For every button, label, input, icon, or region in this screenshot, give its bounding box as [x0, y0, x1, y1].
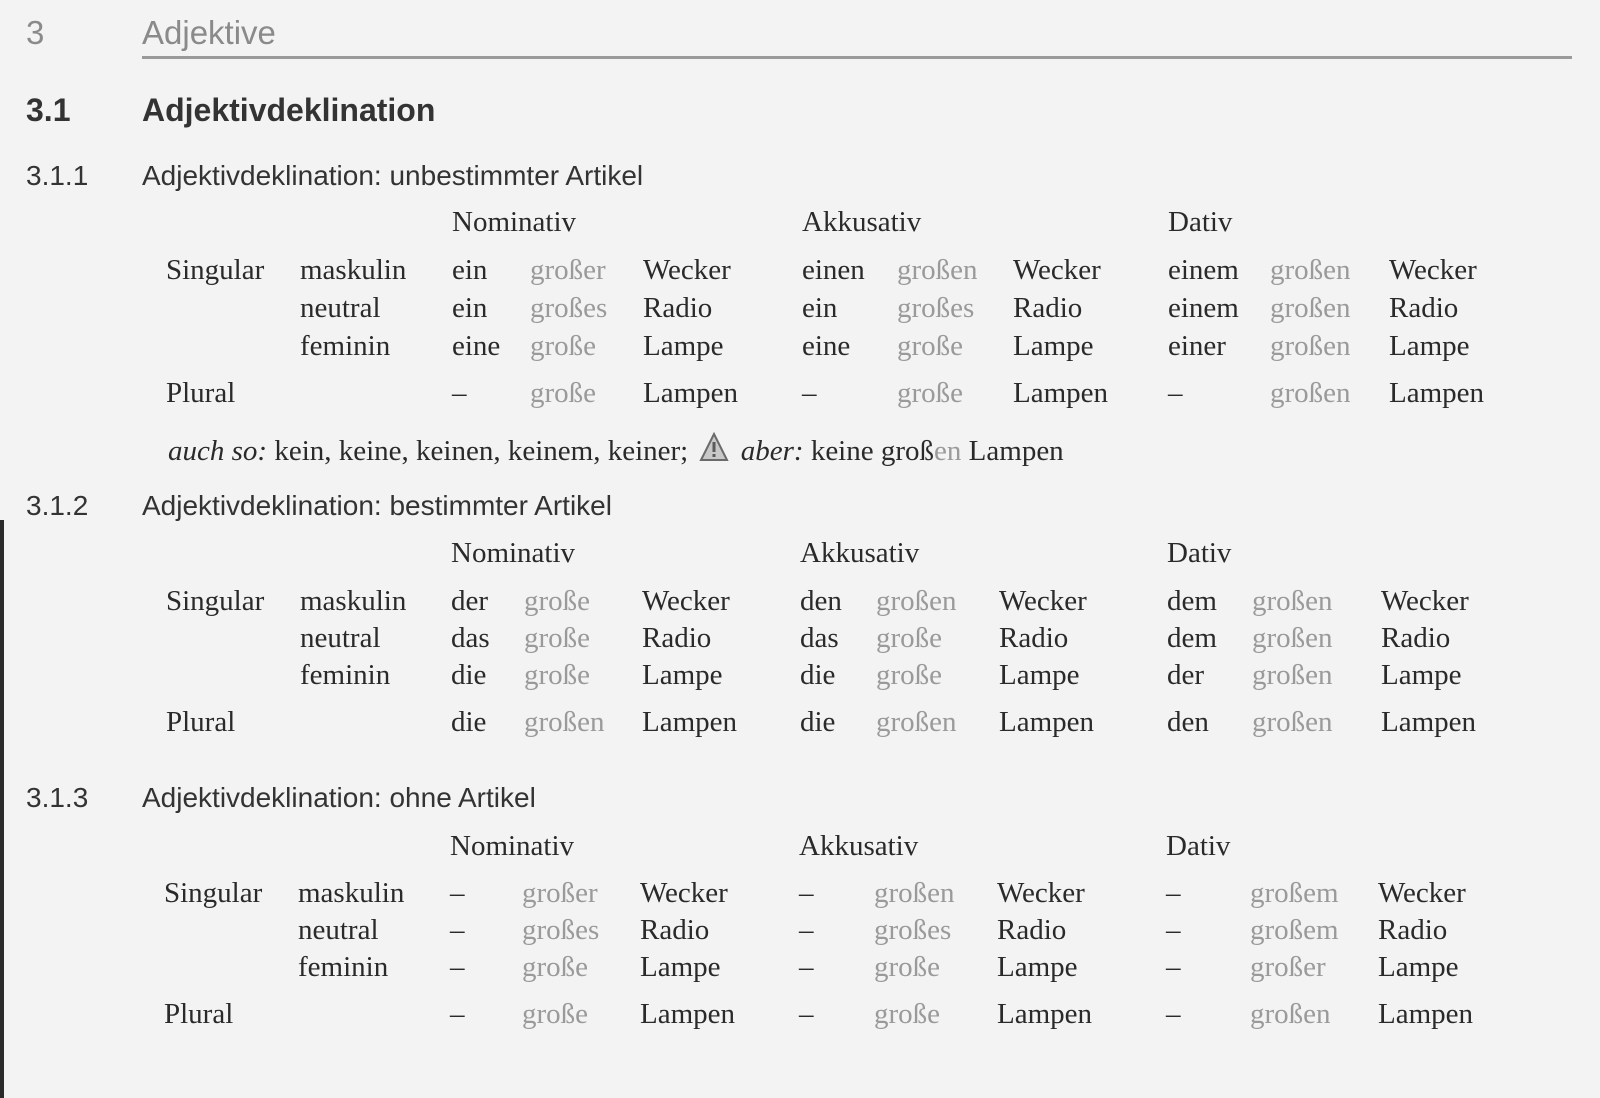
row-label-neutral: neutral: [300, 292, 381, 324]
chapter-number: 3: [26, 14, 45, 51]
article-cell: –: [450, 998, 465, 1030]
adjective-cell: großem: [1250, 914, 1339, 946]
noun-cell: Lampen: [640, 998, 736, 1030]
adjective-cell: großen: [1270, 330, 1351, 362]
article-cell: –: [450, 914, 465, 946]
article-cell: das: [451, 622, 490, 654]
subsection-title: Adjektivdeklination: ohne Artikel: [142, 782, 536, 813]
article-cell: die: [451, 659, 487, 691]
note-auch-label: auch so:: [168, 435, 268, 467]
noun-cell: Wecker: [640, 877, 728, 909]
column-header-dativ: Dativ: [1167, 537, 1232, 569]
adjective-cell: große: [876, 659, 943, 691]
noun-cell: Wecker: [643, 254, 731, 286]
chapter-title: Adjektive: [142, 14, 276, 51]
noun-cell: Radio: [997, 914, 1067, 946]
adjective-cell: großen: [1252, 585, 1333, 617]
noun-cell: Lampen: [1013, 377, 1109, 409]
adjective-cell: großes: [874, 914, 952, 946]
noun-cell: Lampe: [640, 951, 721, 983]
chapter-rule: [142, 56, 1572, 59]
column-header-akkusativ: Akkusativ: [800, 537, 920, 569]
adjective-cell: große: [530, 377, 597, 409]
adjective-cell: große: [530, 330, 597, 362]
adjective-cell: großen: [1252, 659, 1333, 691]
noun-cell: Radio: [1013, 292, 1083, 324]
column-header-nominativ: Nominativ: [451, 537, 576, 569]
noun-cell: Lampe: [1389, 330, 1470, 362]
noun-cell: Radio: [1378, 914, 1448, 946]
note-auch-text: kein, keine, keinen, keinem, keiner;: [274, 435, 689, 467]
article-cell: –: [1166, 951, 1181, 983]
row-label-singular: Singular: [166, 585, 265, 617]
noun-cell: Radio: [999, 622, 1069, 654]
article-cell: –: [799, 914, 814, 946]
subsection-number: 3.1.3: [26, 782, 89, 813]
noun-cell: Lampen: [997, 998, 1093, 1030]
adjective-cell: großen: [1252, 622, 1333, 654]
adjective-cell: große: [876, 622, 943, 654]
article-cell: der: [451, 585, 489, 617]
noun-cell: Radio: [1381, 622, 1451, 654]
row-label-singular: Singular: [164, 877, 263, 909]
noun-cell: Wecker: [1389, 254, 1477, 286]
article-cell: einem: [1168, 292, 1239, 324]
noun-cell: Wecker: [997, 877, 1085, 909]
article-cell: –: [1166, 877, 1181, 909]
warning-triangle-icon: [699, 432, 729, 470]
subsection-title: Adjektivdeklination: bestimmter Artikel: [142, 490, 612, 521]
noun-cell: Lampe: [1378, 951, 1459, 983]
row-label-feminin: feminin: [298, 951, 389, 983]
article-cell: dem: [1167, 585, 1217, 617]
noun-cell: Radio: [640, 914, 710, 946]
noun-cell: Wecker: [1013, 254, 1101, 286]
row-label-feminin: feminin: [300, 330, 391, 362]
adjective-cell: große: [522, 951, 589, 983]
noun-cell: Radio: [643, 292, 713, 324]
article-cell: –: [799, 877, 814, 909]
article-cell: –: [1168, 377, 1183, 409]
column-header-nominativ: Nominativ: [452, 206, 577, 238]
adjective-cell: großen: [876, 585, 957, 617]
column-header-nominativ: Nominativ: [450, 830, 575, 862]
noun-cell: Radio: [642, 622, 712, 654]
subsection-number: 3.1.1: [26, 160, 89, 191]
adjective-cell: große: [897, 377, 964, 409]
column-header-akkusativ: Akkusativ: [802, 206, 922, 238]
note-line: [168, 432, 1064, 470]
adjective-cell: großer: [522, 877, 598, 909]
row-label-plural: Plural: [164, 998, 234, 1030]
noun-cell: Lampe: [643, 330, 724, 362]
article-cell: –: [802, 377, 817, 409]
column-header-akkusativ: Akkusativ: [799, 830, 919, 862]
noun-cell: Lampe: [642, 659, 723, 691]
adjective-cell: großen: [1270, 254, 1351, 286]
article-cell: ein: [802, 292, 838, 324]
note-aber-stem: groß: [880, 435, 935, 467]
article-cell: den: [1167, 706, 1209, 738]
noun-cell: Lampe: [1381, 659, 1462, 691]
section-number: 3.1: [26, 92, 71, 128]
noun-cell: Wecker: [999, 585, 1087, 617]
noun-cell: Wecker: [642, 585, 730, 617]
scan-edge: [0, 520, 4, 1098]
article-cell: –: [452, 377, 467, 409]
article-cell: den: [800, 585, 842, 617]
row-label-neutral: neutral: [300, 622, 381, 654]
note-aber-post: Lampen: [968, 435, 1064, 467]
adjective-cell: große: [874, 951, 941, 983]
adjective-cell: großes: [522, 914, 600, 946]
adjective-cell: großer: [530, 254, 606, 286]
article-cell: –: [1166, 914, 1181, 946]
adjective-cell: großen: [897, 254, 978, 286]
note-aber-label: aber:: [740, 435, 804, 467]
noun-cell: Lampen: [1381, 706, 1477, 738]
article-cell: einer: [1168, 330, 1226, 362]
adjective-cell: großen: [524, 706, 605, 738]
noun-cell: Lampe: [1013, 330, 1094, 362]
article-cell: –: [799, 998, 814, 1030]
column-header-dativ: Dativ: [1166, 830, 1231, 862]
subsection-title: Adjektivdeklination: unbestimmter Artikel: [142, 160, 644, 191]
article-cell: der: [1167, 659, 1205, 691]
adjective-cell: großen: [876, 706, 957, 738]
row-label-singular: Singular: [166, 254, 265, 286]
note-aber-pre: keine: [810, 435, 874, 467]
row-label-plural: Plural: [166, 706, 236, 738]
noun-cell: Wecker: [1381, 585, 1469, 617]
noun-cell: Wecker: [1378, 877, 1466, 909]
adjective-cell: große: [522, 998, 589, 1030]
noun-cell: Lampen: [1378, 998, 1474, 1030]
noun-cell: Lampen: [643, 377, 739, 409]
section-title: Adjektivdeklination: [142, 92, 436, 128]
adjective-cell: große: [874, 998, 941, 1030]
adjective-cell: großen: [1270, 292, 1351, 324]
noun-cell: Lampen: [1389, 377, 1485, 409]
subsection-number: 3.1.2: [26, 490, 89, 521]
column-header-dativ: Dativ: [1168, 206, 1233, 238]
article-cell: die: [800, 659, 836, 691]
article-cell: –: [799, 951, 814, 983]
row-label-maskulin: maskulin: [300, 254, 407, 286]
article-cell: die: [800, 706, 836, 738]
adjective-cell: großen: [1252, 706, 1333, 738]
article-cell: eine: [802, 330, 851, 362]
note-aber-ending: en: [934, 435, 962, 467]
article-cell: einem: [1168, 254, 1239, 286]
adjective-cell: großes: [530, 292, 608, 324]
adjective-cell: großem: [1250, 877, 1339, 909]
adjective-cell: großer: [1250, 951, 1326, 983]
row-label-maskulin: maskulin: [300, 585, 407, 617]
article-cell: dem: [1167, 622, 1217, 654]
adjective-cell: großes: [897, 292, 975, 324]
article-cell: –: [450, 951, 465, 983]
noun-cell: Radio: [1389, 292, 1459, 324]
noun-cell: Lampe: [999, 659, 1080, 691]
article-cell: eine: [452, 330, 501, 362]
row-label-neutral: neutral: [298, 914, 379, 946]
row-label-maskulin: maskulin: [298, 877, 405, 909]
article-cell: einen: [802, 254, 865, 286]
noun-cell: Lampe: [997, 951, 1078, 983]
noun-cell: Lampen: [642, 706, 738, 738]
adjective-cell: große: [524, 585, 591, 617]
article-cell: ein: [452, 254, 488, 286]
adjective-cell: große: [897, 330, 964, 362]
article-cell: –: [1166, 998, 1181, 1030]
adjective-cell: große: [524, 622, 591, 654]
article-cell: ein: [452, 292, 488, 324]
adjective-cell: große: [524, 659, 591, 691]
row-label-plural: Plural: [166, 377, 236, 409]
adjective-cell: großen: [1250, 998, 1331, 1030]
article-cell: die: [451, 706, 487, 738]
noun-cell: Lampen: [999, 706, 1095, 738]
row-label-feminin: feminin: [300, 659, 391, 691]
article-cell: das: [800, 622, 839, 654]
adjective-cell: großen: [1270, 377, 1351, 409]
article-cell: –: [450, 877, 465, 909]
adjective-cell: großen: [874, 877, 955, 909]
